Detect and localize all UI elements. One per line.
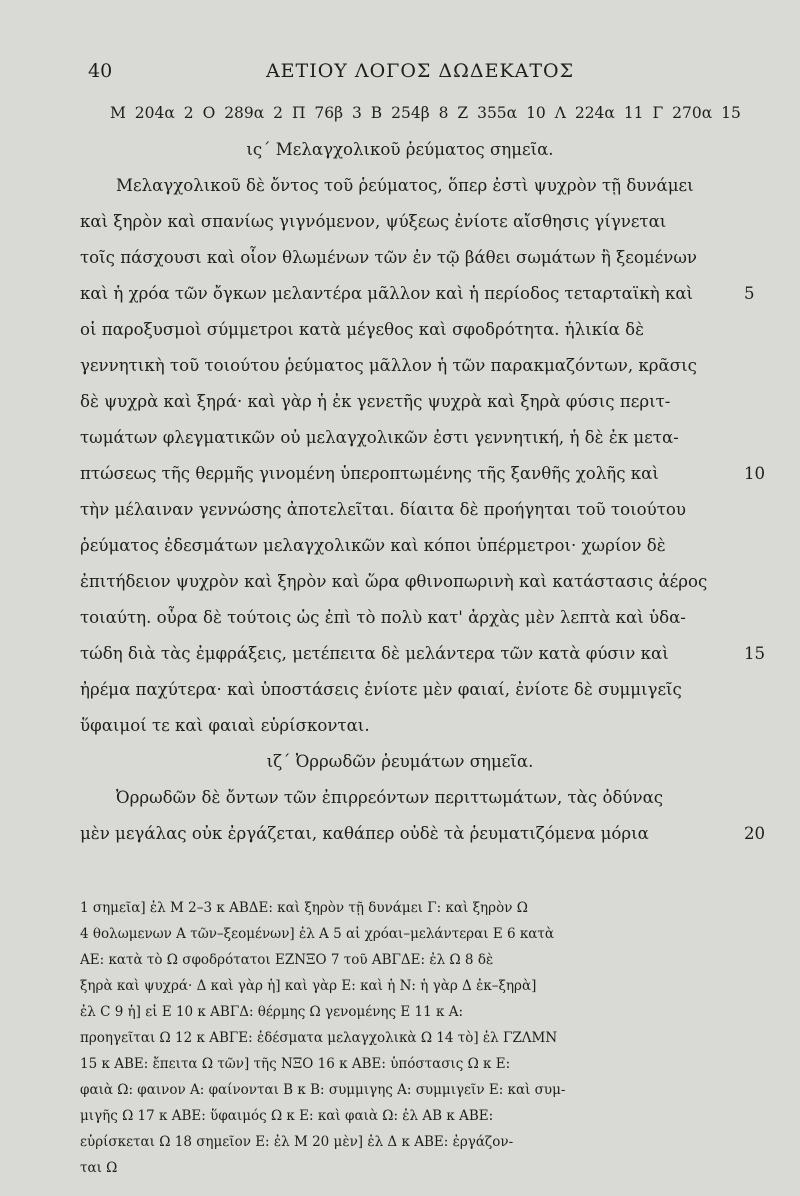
line-number-10: 10 (744, 464, 766, 483)
text-line: μὲν μεγάλας οὐκ ἐργάζεται, καθάπερ οὐδὲ τὰ ῥευματιζόμενα μόρια (80, 824, 649, 843)
text-line: πτώσεως τῆς θερμῆς γινομένη ὑπεροπτωμένης τῆς ξανθῆς χολῆς καὶ (80, 464, 659, 483)
section-heading-17: ιζ΄ Ὀρρωδῶν ῥευμάτων σημεῖα. (266, 752, 534, 771)
section-heading-16: ις΄ Μελαγχολικοῦ ῥεύματος σημεῖα. (246, 140, 554, 159)
apparatus-line: εὑρίσκεται Ω 18 σημεῖον Ε: ἐλ Μ 20 μὲν] ἐλ Δ κ ΑΒΕ: ἐργάζον- (80, 1134, 514, 1150)
text-line: ἐπιτήδειον ψυχρὸν καὶ ξηρὸν καὶ ὥρα φθινοπωρινὴ καὶ κατάστασις ἀέρος (80, 572, 708, 591)
apparatus-line: μιγῆς Ω 17 κ ΑΒΕ: ὕφαιμός Ω κ Ε: καὶ φαιὰ Ω: ἐλ ΑΒ κ ΑΒΕ: (80, 1108, 494, 1124)
text-line: ὕφαιμοί τε καὶ φαιαὶ εὑρίσκονται. (80, 716, 370, 735)
apparatus-line: 15 κ ΑΒΕ: ἔπειτα Ω τῶν] τῆς ΝΞΟ 16 κ ΑΒΕ: ὑπόστασις Ω κ Ε: (80, 1056, 511, 1072)
running-header (88, 60, 752, 90)
page-number: 40 (88, 60, 113, 82)
text-line: τοιαύτη. οὖρα δὲ τούτοις ὡς ἐπὶ τὸ πολὺ κατ' ἀρχὰς μὲν λεπτὰ καὶ ὑδα- (80, 608, 686, 627)
apparatus-line: φαιὰ Ω: φαινον Α: φαίνονται Β κ Β: συμμιγης Α: συμμιγεῖν Ε: καὶ συμ- (80, 1082, 566, 1098)
text-line: ῥεύματος ἐδεσμάτων μελαγχολικῶν καὶ κόποι ὑπέρμετροι· χωρίον δὲ (80, 536, 666, 555)
text-line: τωμάτων φλεγματικῶν οὐ μελαγχολικῶν ἐστι γεννητική, ἡ δὲ ἐκ μετα- (80, 428, 679, 447)
text-line: τοῖς πάσχουσι καὶ οἷον θλωμένων τῶν ἐν τῷ βάθει σωμάτων ἢ ξεομένων (80, 248, 697, 267)
running-title: ΑΕΤΙΟΥ ΛΟΓΟΣ ΔΩΔΕΚΑΤΟΣ (265, 60, 575, 82)
apparatus-line: ται Ω (80, 1160, 118, 1176)
line-number-15: 15 (744, 644, 766, 663)
text-line: δὲ ψυχρὰ καὶ ξηρά· καὶ γὰρ ἡ ἐκ γενετῆς ψυχρὰ καὶ ξηρὰ φύσις περιτ- (80, 392, 671, 411)
text-line: ἠρέμα παχύτερα· καὶ ὑποστάσεις ἐνίοτε μὲν φαιαί, ἐνίοτε δὲ συμμιγεῖς (80, 680, 682, 699)
apparatus-line: 4 θολωμενων Α τῶν–ξεομένων] ἐλ Α 5 αἱ χρόαι–μελάντεραι Ε 6 κατὰ (80, 926, 554, 942)
text-line: καὶ ἡ χρόα τῶν ὄγκων μελαντέρα μᾶλλον καὶ ἡ περίοδος τεταρταϊκὴ καὶ (80, 284, 694, 303)
line-number-20: 20 (744, 824, 766, 843)
apparatus-line: ξηρὰ καὶ ψυχρά· Δ καὶ γὰρ ἡ] καὶ γὰρ Ε: καὶ ἡ Ν: ἡ γὰρ Δ ἐκ–ξηρὰ] (80, 978, 537, 994)
text-line: οἱ παροξυσμοὶ σύμμετροι κατὰ μέγεθος καὶ σφοδρότητα. ἡλικία δὲ (80, 320, 645, 339)
apparatus-line: 1 σημεῖα] ἐλ Μ 2–3 κ ΑΒΔΕ: καὶ ξηρὸν τῇ δυνάμει Γ: καὶ ξηρὸν Ω (80, 900, 528, 916)
text-line: Ὀρρωδῶν δὲ ὄντων τῶν ἐπιρρεόντων περιττωμάτων, τὰς ὀδύνας (116, 788, 664, 807)
text-line: Μελαγχολικοῦ δὲ ὄντος τοῦ ῥεύματος, ὅπερ ἐστὶ ψυχρὸν τῇ δυνάμει (116, 176, 694, 195)
apparatus-line: ΑΕ: κατὰ τὸ Ω σφοδρότατοι ΕΖΝΞΟ 7 τοῦ ΑΒΓΔΕ: ἐλ Ω 8 δὲ (80, 952, 494, 968)
apparatus-line: ἐλ C 9 ἡ] εἰ Ε 10 κ ΑΒΓΔ: θέρμης Ω γενομένης Ε 11 κ Α: (80, 1004, 463, 1020)
text-line: τὴν μέλαιναν γεννώσης ἀποτελεῖται. δίαιτα δὲ προήγηται τοῦ τοιούτου (80, 500, 686, 519)
line-number-5: 5 (744, 284, 755, 303)
text-line: καὶ ξηρὸν καὶ σπανίως γιγνόμενον, ψύξεως ἐνίοτε αἴσθησις γίγνεται (80, 212, 667, 231)
manuscript-sigla: Μ 204α 2 Ο 289α 2 Π 76β 3 Β 254β 8 Ζ 355α 10 Λ 224α 11 Γ 270α 15 (110, 104, 741, 122)
text-line: γεννητικὴ τοῦ τοιούτου ῥεύματος μᾶλλον ἡ τῶν παρακμαζόντων, κρᾶσις (80, 356, 697, 375)
text-line: τώδη διὰ τὰς ἐμφράξεις, μετέπειτα δὲ μελάντερα τῶν κατὰ φύσιν καὶ (80, 644, 669, 663)
apparatus-line: προηγεῖται Ω 12 κ ΑΒΓΕ: ἐδέσματα μελαγχολικὰ Ω 14 τὸ] ἐλ ΓΖΛΜΝ (80, 1030, 558, 1046)
